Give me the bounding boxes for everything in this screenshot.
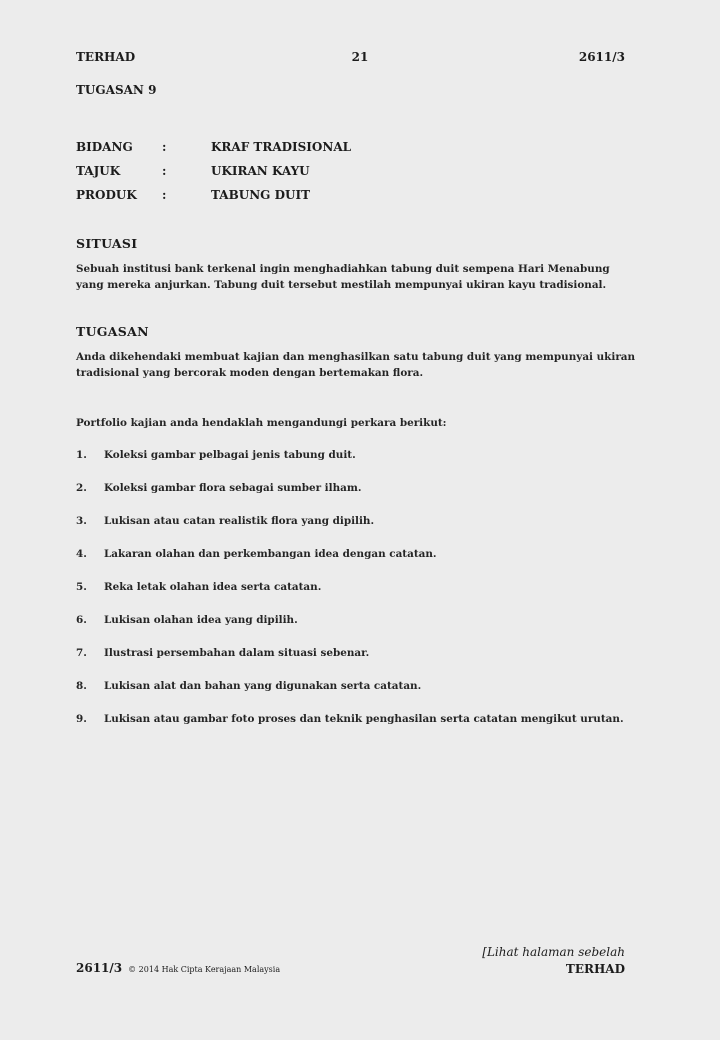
meta-value: TABUNG DUIT — [211, 188, 310, 202]
list-number: 8. — [76, 680, 87, 692]
footer-classification: TERHAD — [565, 962, 625, 976]
footer-right — [482, 944, 625, 978]
list-number: 3. — [76, 515, 87, 527]
copyright-notice: © 2014 Hak Cipta Kerajaan Malaysia — [128, 965, 281, 974]
list-number: 2. — [76, 482, 87, 494]
page-number: 21 — [351, 50, 369, 64]
list-text: Koleksi gambar pelbagai jenis tabung duit. — [104, 449, 356, 461]
tugasan-paragraph: Anda dikehendaki membuat kajian dan menghasilkan satu tabung duit yang mempunyai ukiran tradisional yang bercorak moden dengan bertemakan flora. — [76, 351, 636, 379]
task-number: TUGASAN 9 — [76, 83, 157, 97]
list-number: 5. — [76, 581, 87, 593]
list-text: Ilustrasi persembahan dalam situasi sebenar. — [104, 647, 370, 659]
footer-paper-code: 2611/3 — [76, 961, 123, 975]
meta-key: TAJUK — [76, 164, 121, 178]
meta-separator: : — [162, 188, 167, 202]
list-number: 7. — [76, 647, 87, 659]
list-number: 4. — [76, 548, 87, 560]
list-text: Lakaran olahan dan perkembangan idea dengan catatan. — [104, 548, 437, 560]
list-text: Lukisan alat dan bahan yang digunakan serta catatan. — [104, 680, 422, 692]
list-number: 1. — [76, 449, 87, 461]
list-text: Koleksi gambar flora sebagai sumber ilham. — [104, 482, 362, 494]
footer-left — [76, 961, 280, 975]
meta-value: KRAF TRADISIONAL — [211, 140, 352, 154]
meta-key: PRODUK — [76, 188, 137, 202]
list-number: 9. — [76, 713, 87, 725]
portfolio-intro: Portfolio kajian anda hendaklah mengandungi perkara berikut: — [76, 417, 447, 429]
situasi-title: SITUASI — [76, 236, 138, 251]
situasi-highlight: Hari Menabung — [518, 263, 610, 275]
list-number: 6. — [76, 614, 87, 626]
meta-separator: : — [162, 164, 167, 178]
meta-separator: : — [162, 140, 167, 154]
meta-value: UKIRAN KAYU — [211, 164, 310, 178]
list-text: Lukisan olahan idea yang dipilih. — [104, 614, 298, 626]
header-paper-code: 2611/3 — [578, 50, 625, 64]
tugasan-title: TUGASAN — [76, 324, 149, 339]
meta-key: BIDANG — [76, 140, 133, 154]
situasi-text-before: Sebuah institusi bank terkenal ingin menghadiahkan tabung duit sempena — [76, 263, 519, 275]
situasi-paragraph — [76, 261, 636, 293]
list-text: Reka letak olahan idea serta catatan. — [104, 581, 322, 593]
list-text: Lukisan atau gambar foto proses dan teknik penghasilan serta catatan mengikut urutan. — [104, 713, 624, 725]
next-page-note: [Lihat halaman sebelah — [482, 945, 625, 959]
header-classification: TERHAD — [76, 50, 136, 64]
situasi-text-after: yang mereka anjurkan. Tabung duit tersebut mestilah mempunyai ukiran kayu tradisional. — [76, 279, 607, 291]
list-text: Lukisan atau catan realistik flora yang dipilih. — [104, 515, 375, 527]
